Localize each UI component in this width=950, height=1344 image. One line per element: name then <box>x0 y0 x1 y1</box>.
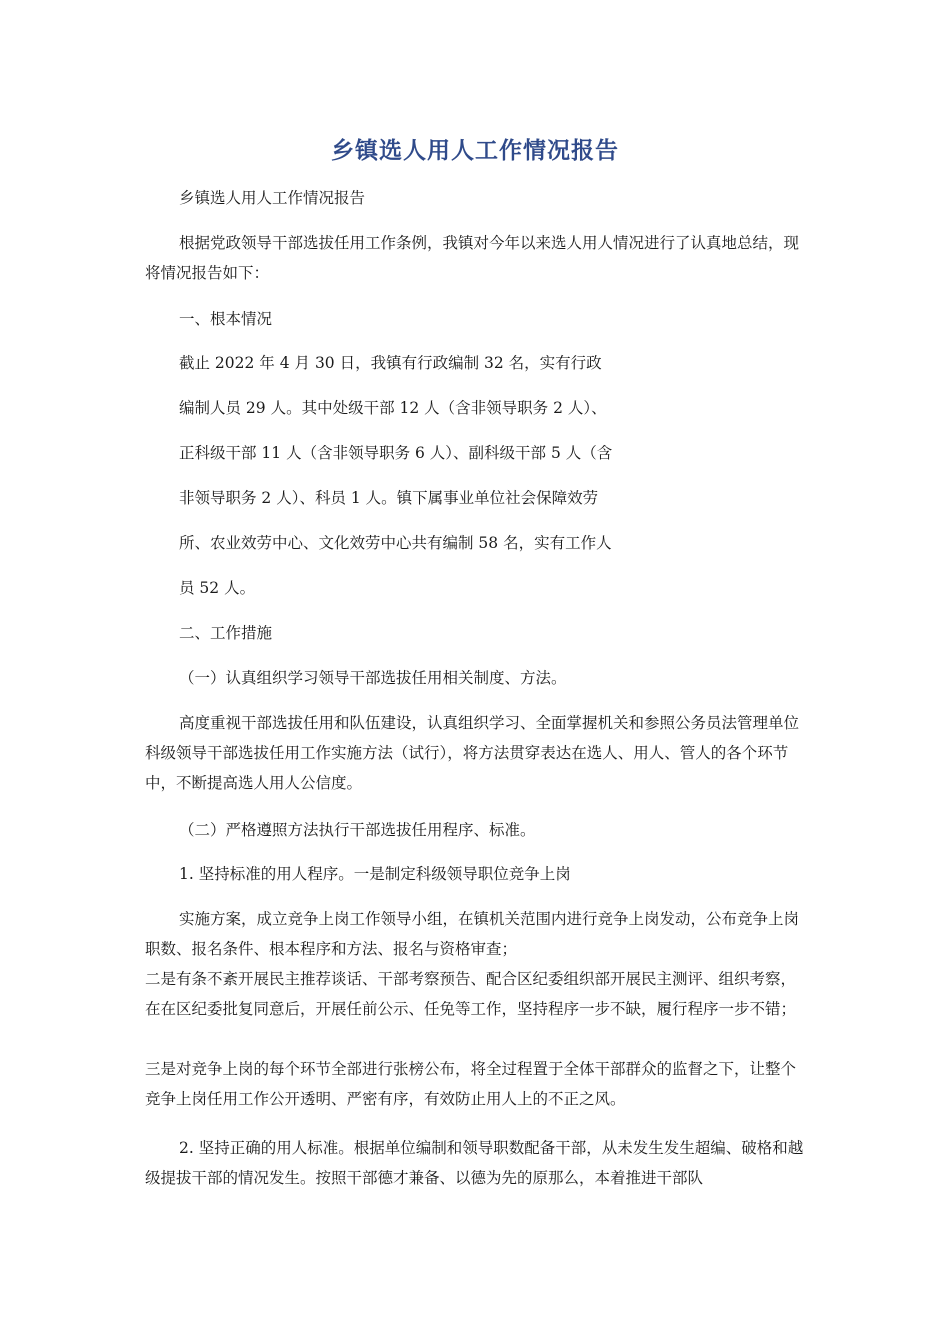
section-1-line: 编制人员 29 人。其中处级干部 12 人（含非领导职务 2 人）、 <box>179 399 607 417</box>
item-1-heading: 1. 坚持标准的用人程序。一是制定科级领导职位竞争上岗 <box>179 865 571 883</box>
section-1-line: 正科级干部 11 人（含非领导职务 6 人）、副科级干部 5 人（含 <box>179 444 613 462</box>
section-1-line: 员 52 人。 <box>179 579 256 597</box>
section-1-heading: 一、根本情况 <box>179 310 273 328</box>
subsection-2-heading: （二）严格遵照方法执行干部选拔任用程序、标准。 <box>179 821 536 839</box>
item-1-third-point: 三是对竞争上岗的每个环节全部进行张榜公布，将全过程置于全体干部群众的监督之下，让整个竞争上岗任用工作公开透明、严密有序，有效防止用人上的不正之风。 <box>145 1060 797 1108</box>
subsection-1-body: 高度重视干部选拔任用和队伍建设，认真组织学习、全面掌握机关和参照公务员法管理单位科级领导干部选拔任用工作实施方法（试行），将方法贯穿表达在选人、用人、管人的各个环节中，不断提高选人用人公信度。 <box>145 714 800 792</box>
item-1-body: 实施方案，成立竞争上岗工作领导小组，在镇机关范围内进行竞争上岗发动，公布竞争上岗职数、报名条件、根本程序和方法、报名与资格审查； <box>145 910 800 958</box>
item-2-body: 2. 坚持正确的用人标准。根据单位编制和领导职数配备干部，从未发生发生超编、破格和越级提拔干部的情况发生。按照干部德才兼备、以德为先的原那么，本着推进干部队 <box>145 1139 804 1187</box>
intro-paragraph: 根据党政领导干部选拔任用工作条例，我镇对今年以来选人用人情况进行了认真地总结，现将情况报告如下： <box>145 234 800 282</box>
item-1-second-point: 二是有条不紊开展民主推荐谈话、干部考察预告、配合区纪委组织部开展民主测评、组织考察，在在区纪委批复同意后，开展任前公示、任免等工作，坚持程序一步不缺，履行程序一步不错； <box>145 970 797 1018</box>
section-1-line: 非领导职务 2 人）、科员 1 人。镇下属事业单位社会保障效劳 <box>179 489 599 507</box>
document-title: 乡镇选人用人工作情况报告 <box>331 138 619 164</box>
section-2-heading: 二、工作措施 <box>179 624 273 642</box>
section-1-line: 截止 2022 年 4 月 30 日，我镇有行政编制 32 名，实有行政 <box>179 354 602 372</box>
section-1-line: 所、农业效劳中心、文化效劳中心共有编制 58 名，实有工作人 <box>179 534 612 552</box>
subsection-1-heading: （一）认真组织学习领导干部选拔任用相关制度、方法。 <box>179 669 567 687</box>
subtitle-paragraph: 乡镇选人用人工作情况报告 <box>179 189 366 207</box>
